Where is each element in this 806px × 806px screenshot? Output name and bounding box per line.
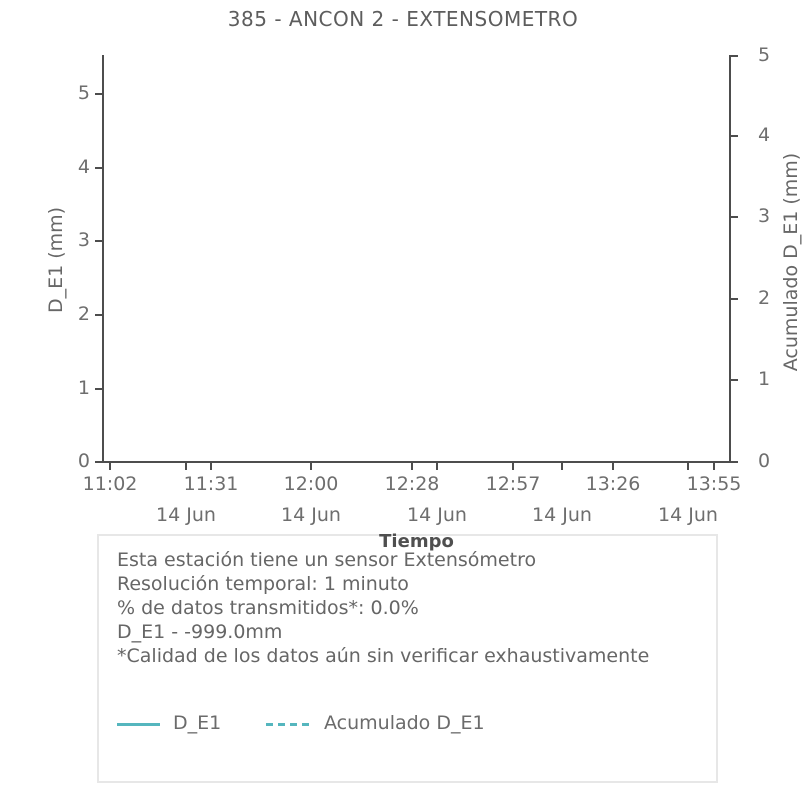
y-left-tick-label: 0	[77, 450, 90, 472]
x-tick	[713, 463, 715, 470]
x-tick-label: 11:02	[82, 473, 138, 495]
y-right-tick-label: 1	[758, 368, 771, 390]
y-right-tick-label: 5	[758, 44, 771, 66]
legend-solid-line-swatch	[117, 723, 160, 726]
y-right-tick	[731, 216, 738, 218]
y-left-tick	[95, 240, 102, 242]
y-right-tick	[731, 461, 738, 463]
y-right-tick	[731, 55, 738, 57]
y-left-tick	[95, 93, 102, 95]
y-left-tick-label: 5	[77, 82, 90, 104]
x-tick-label: 13:26	[585, 473, 641, 495]
y-axis-left-title: D_E1 (mm)	[45, 206, 67, 314]
x-date-label: 14 Jun	[532, 504, 592, 526]
x-date-label: 14 Jun	[281, 504, 341, 526]
x-tick-label: 12:57	[485, 473, 541, 495]
y-right-tick	[731, 135, 738, 137]
x-day-tick	[436, 463, 438, 470]
legend-dashed-line-swatch	[266, 723, 312, 726]
x-tick	[411, 463, 413, 470]
x-tick-label: 13:55	[686, 473, 742, 495]
y-left-tick-label: 2	[77, 303, 90, 325]
info-line: % de datos transmitidos*: 0.0%	[117, 597, 419, 619]
y-right-tick-label: 3	[758, 205, 771, 227]
x-tick	[612, 463, 614, 470]
y-left-tick	[95, 388, 102, 390]
x-tick-label: 11:31	[183, 473, 239, 495]
y-axis-right-title: Acumulado D_E1 (mm)	[780, 152, 802, 372]
y-right-tick	[731, 379, 738, 381]
y-left-tick-label: 3	[77, 229, 90, 251]
x-tick-label: 12:28	[384, 473, 440, 495]
y-right-tick-label: 2	[758, 287, 771, 309]
x-tick	[512, 463, 514, 470]
y-left-tick	[95, 167, 102, 169]
info-line: D_E1 - -999.0mm	[117, 621, 283, 643]
info-line: *Calidad de los datos aún sin verificar exhaustivamente	[117, 645, 650, 667]
legend-label-acumulado-de1: Acumulado D_E1	[324, 712, 485, 734]
x-axis-title: Tiempo	[379, 531, 454, 552]
x-tick	[210, 463, 212, 470]
info-line: Esta estación tiene un sensor Extensómetro	[117, 549, 537, 571]
y-left-tick	[95, 314, 102, 316]
x-day-tick	[185, 463, 187, 470]
x-day-tick	[561, 463, 563, 470]
x-tick-label: 12:00	[283, 473, 339, 495]
x-tick	[109, 463, 111, 470]
x-date-label: 14 Jun	[156, 504, 216, 526]
y-left-tick-label: 1	[77, 377, 90, 399]
x-date-label: 14 Jun	[407, 504, 467, 526]
x-date-label: 14 Jun	[658, 504, 718, 526]
chart-title: 385 - ANCON 2 - EXTENSOMETRO	[227, 7, 579, 31]
y-right-tick-label: 4	[758, 124, 771, 146]
y-left-tick-label: 4	[77, 156, 90, 178]
plot-canvas[interactable]	[102, 55, 731, 463]
y-right-tick-label: 0	[758, 450, 771, 472]
x-day-tick	[687, 463, 689, 470]
y-right-tick	[731, 298, 738, 300]
info-line: Resolución temporal: 1 minuto	[117, 573, 409, 595]
x-day-tick	[310, 463, 312, 470]
legend-label-de1: D_E1	[173, 712, 222, 734]
y-left-tick	[95, 461, 102, 463]
